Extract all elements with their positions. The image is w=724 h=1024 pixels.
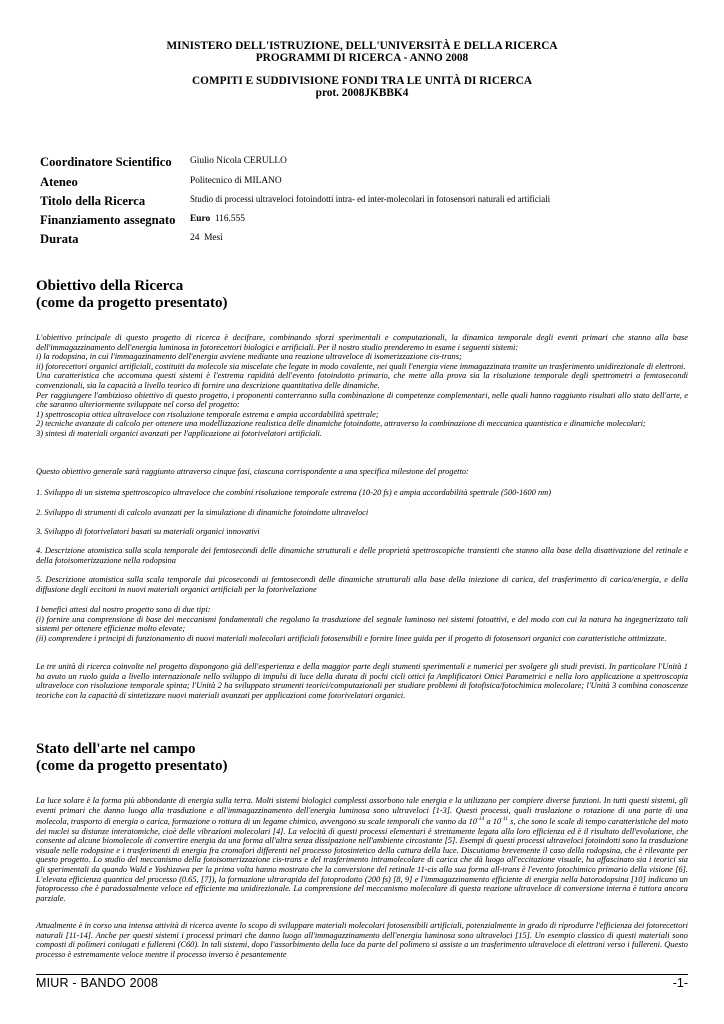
- protocol-number: prot. 2008JKBBK4: [315, 87, 409, 99]
- section2-title-line1: Stato dell'arte nel campo: [36, 741, 196, 757]
- benefici: [36, 605, 688, 643]
- list-item: (ii) comprendere i principi di funzionamento di nuovi materiali molecolari artificiali fotosensibili e fornire linee guida per il progetto di fotosensori organici con caratteristiche ottimizzate.: [36, 633, 667, 643]
- fasi-intro: Questo obiettivo generale sarà raggiunto attraverso cinque fasi, ciascuna corrispondente a una specifica milestone del progetto:: [36, 467, 469, 476]
- paragraph: Per raggiungere l'ambizioso obiettivo di questo progetto, i proponenti conterranno sulla combinazione di competenze complementari, nelle quali hanno raggiunto risultati allo stato dell'arte, e che saranno ulteriormente sviluppate nel corso del progetto:: [36, 390, 688, 410]
- stato-arte-paragraph-2: Attualmente è in corso una intensa attività di ricerca avente lo scopo di sviluppare materiali molecolari fotosensibili artificiali, potenzialmente in grado di riprodurre l'efficienza dei fotorecettori naturali [11-14]. Anche per questi sistemi i processi primari che danno luogo all'immagazzinamento dell'energia luminosa sono ultraveloci [15]. Un esempio classico di questi materiali sono composti di polimeri coniugati e fullereni (C60). In tali sistemi, dopo l'assorbimento della luce da parte del polimero si assiste a un trasferimento ultraveloce di elettroni verso i fullereni. Questo processo è estremamente veloce mentre il processo inverso è pesantemente: [36, 921, 688, 959]
- fase-2: 2. Sviluppo di strumenti di calcolo avanzati per la simulazione di dinamiche fotoindotte ultraveloci: [36, 508, 369, 517]
- exponent: -14: [476, 816, 485, 823]
- exponent: -11: [501, 816, 509, 823]
- list-item: 1) spettroscopia ottica ultraveloce con risoluzione temporale estrema e ampia accordabilità spettrale;: [36, 409, 379, 419]
- section1-title: [36, 278, 227, 312]
- fase-3: 3. Sviluppo di fotorivelatori basati su materiali organici innovativi: [36, 527, 260, 536]
- fase-5: 5. Descrizione atomistica sulla scala temporale dai picosecondi ai femtosecondi delle dinamiche strutturali alla base della iniezione di carica, del trasferimento di carica/energia, e della diffusione degli eccitoni in nuovi materiali organici artificiali per la fotorivelazione: [36, 575, 688, 594]
- paragraph: ii) fotorecettori organici artificiali, costituiti da molecole sia miscelate che legate in modo covalente, nei quali l'energia viene immagazzinata tramite un trasferimento unidirezionale di elettroni.: [36, 361, 686, 371]
- section1-title-line2: (come da progetto presentato): [36, 295, 228, 311]
- list-item: 2) tecniche avanzate di calcolo per ottenere una modellizzazione realistica delle dinamiche fotoindotte, attraverso la combinazione di meccanica quantistica e dinamiche molecolari;: [36, 419, 646, 429]
- paragraph: I benefici attesi dal nostro progetto sono di due tipi:: [36, 605, 211, 614]
- stato-arte-paragraph-1: [36, 796, 688, 903]
- currency-label: Euro: [190, 214, 211, 224]
- document-title: COMPITI E SUDDIVISIONE FONDI TRA LE UNITÀ DI RICERCA: [191, 75, 532, 87]
- durata-label: Durata: [40, 232, 79, 246]
- text-run: a 10: [484, 816, 502, 826]
- text-run: La luce solare è la forma più abbondante di energia sulla terra. Molti sistemi biologici complessi assorbono tale energia e la utilizzano per compiere diverse funzioni. In tutti questi sistemi, gli eventi primari che danno luogo alla trasduzione e all'immagazzinamento dell'energia luminosa sono ultraveloci [1-3]. Questi processi, quali traslazione o rotazione di una parte di una molecola, trasporto di energia o carica, formazione o rottura di un legame chimico, avvengono su scale temporali che vanno da 10: [36, 796, 688, 826]
- fase-1: 1. Sviluppo di un sistema spettroscopico ultraveloce che combini risoluzione temporale estrema (10-20 fs) e ampia accordabilità spettrale (500-1600 nm): [36, 488, 551, 497]
- section2-title-line2: (come da progetto presentato): [36, 758, 228, 774]
- fase-4: 4. Descrizione atomistica sulla scala temporale dei femtosecondi delle dinamiche strutturali e delle proprietà spettroscopiche transienti che stanno alla base della disattivazione del retinale e della fotoisomerizzazione nella rodopsina: [36, 546, 688, 565]
- titolo-label: Titolo della Ricerca: [40, 194, 146, 208]
- durata-unit: Mesi: [204, 233, 223, 243]
- footer-label: MIUR - BANDO 2008: [36, 976, 159, 990]
- paragraph: L'obiettivo principale di questo progetto di ricerca è decifrare, combinando sforzi sperimentali e computazionali, la dinamica temporale degli eventi primari che stanno alla base dell'immagazzinamento dell'energia luminosa in fotorecettori biologici e artificiali. Per il nostro studio prenderemo in esame i seguenti sistemi:: [36, 333, 688, 352]
- section2-title: [36, 741, 227, 775]
- durata-number: 24: [190, 233, 200, 243]
- paragraph: i) la rodopsina, in cui l'immagazinamento dell'energia avviene mediante una reazione ultraveloce di isomerizzazione cis-trans;: [36, 352, 462, 362]
- coordinatore-label: Coordinatore Scientifico: [40, 155, 172, 169]
- ministry-title: MINISTERO DELL'ISTRUZIONE, DELL'UNIVERSITÀ E DELLA RICERCA: [166, 40, 558, 52]
- finanziamento-value: [190, 214, 245, 224]
- section1-title-line1: Obiettivo della Ricerca: [36, 278, 184, 294]
- list-item: 3) sintesi di materiali organici avanzati per l'applicazione ai fotorivelatori artificiali.: [36, 428, 322, 438]
- unita-paragraph: Le tre unità di ricerca coinvolte nel progetto dispongono già dell'esperienza e della maggior parte degli stumenti sperimentali e numerici per svolgere gli studi previsti. In particolare l'Unità 1 ha avuto un ruolo guida a livello internazionale nello sviluppo di impulsi di luce della durata di pochi cicli ottici fa Amplificatori Ottici Parametrici e nella loro applicazione a spettroscopia ultraveloce con risoluzione temporale spinta; l'Unità 2 ha sviluppato strumenti teorici/computazionali per studiare problemi di fotofisica/fotochimica molecolare; l'Unità 3 combina conoscenze teoriche con la capacità di sintetizzare nuovi materiali avanzati per applicazioni come fotorivelatori organici.: [36, 662, 688, 700]
- finanziamento-label: Finanziamento assegnato: [40, 213, 176, 227]
- durata-value: [190, 233, 223, 243]
- ateneo-value: Politecnico di MILANO: [190, 176, 282, 186]
- section1-intro: [36, 333, 688, 439]
- text-run: s, che sono le scale di tempo caratteristiche del moto dei nuclei su distanze interatomiche, cioè delle vibrazioni molecolari [4]. La velocità di questi processi elementari è strettamente legata alla loro efficienza ed è il risultato dell'evoluzione, che consente ad alcune biomolecole di convertire energia da una forma all'altra senza dissipazione nell'ambiente circostante [5]. Esempi di questi processi ultraveloci fotoindotti sono la trasduzione visuale nelle rodopsine e i trasferimenti di energia fra cromofori differenti nel processo fotosintetico della cattura della luce. Discutiamo brevemente il caso della rodopsina, che è rilevante per questo progetto. Lo studio del meccanismo della fotoisomerizzazione cis-trans e del trasferimento intramolecolare di carica che dà luogo all'eccitazione visuale, ha affascinato sia i teorici sia gli sperimentali da quando Wald e Yoshizawa per la prima volta hanno mostrato che la conversione del retinale 11-cis alla sua forma all-trans è l'evento fotochimico primario della visione [6]. L'elevata efficienza quantica del processo (0.65, [7]), la formazione ultrarapida del fotoprodotto (200 fs) [8, 9] e l'immagazzinamento efficiente di energia nella batorodopsina [10] indicano un fotoprocesso che è paradossalmente veloce ed efficiente ma unidirezionale. La comprensione del meccanismo molecolare di questa reazione ultraveloce di conversione interna è tuttora ancora parziale.: [36, 816, 689, 903]
- ateneo-label: Ateneo: [40, 175, 78, 189]
- page-number: -1-: [672, 976, 688, 990]
- coordinatore-value: Giulio Nicola CERULLO: [190, 156, 287, 166]
- titolo-value: Studio di processi ultraveloci fotoindotti intra- ed inter-molecolari in fotosensori naturali ed artificiali: [190, 194, 551, 204]
- amount: 116.555: [214, 214, 245, 224]
- program-title: PROGRAMMI DI RICERCA - ANNO 2008: [255, 52, 469, 64]
- paragraph: Una caratteristica che accomuna questi sistemi è l'estrema rapidità dell'evento fotoindotto primario, che mette alla prova sia la risoluzione temporale degli spettrometri a femtosecondi convenzionali, sia la capacità a livello teorico di fornire una descrizione quantitativa delle dinamiche.: [36, 371, 688, 390]
- footer-rule: [36, 974, 688, 975]
- list-item: (i) fornire una comprensione di base dei meccanismi fondamentali che regolano la trasduzione del segnale luminoso nei sistemi fotoattivi, e del modo con cui la natura ha ingegnerizzato tali sistemi per ottenere efficienze molto elevate;: [36, 614, 688, 634]
